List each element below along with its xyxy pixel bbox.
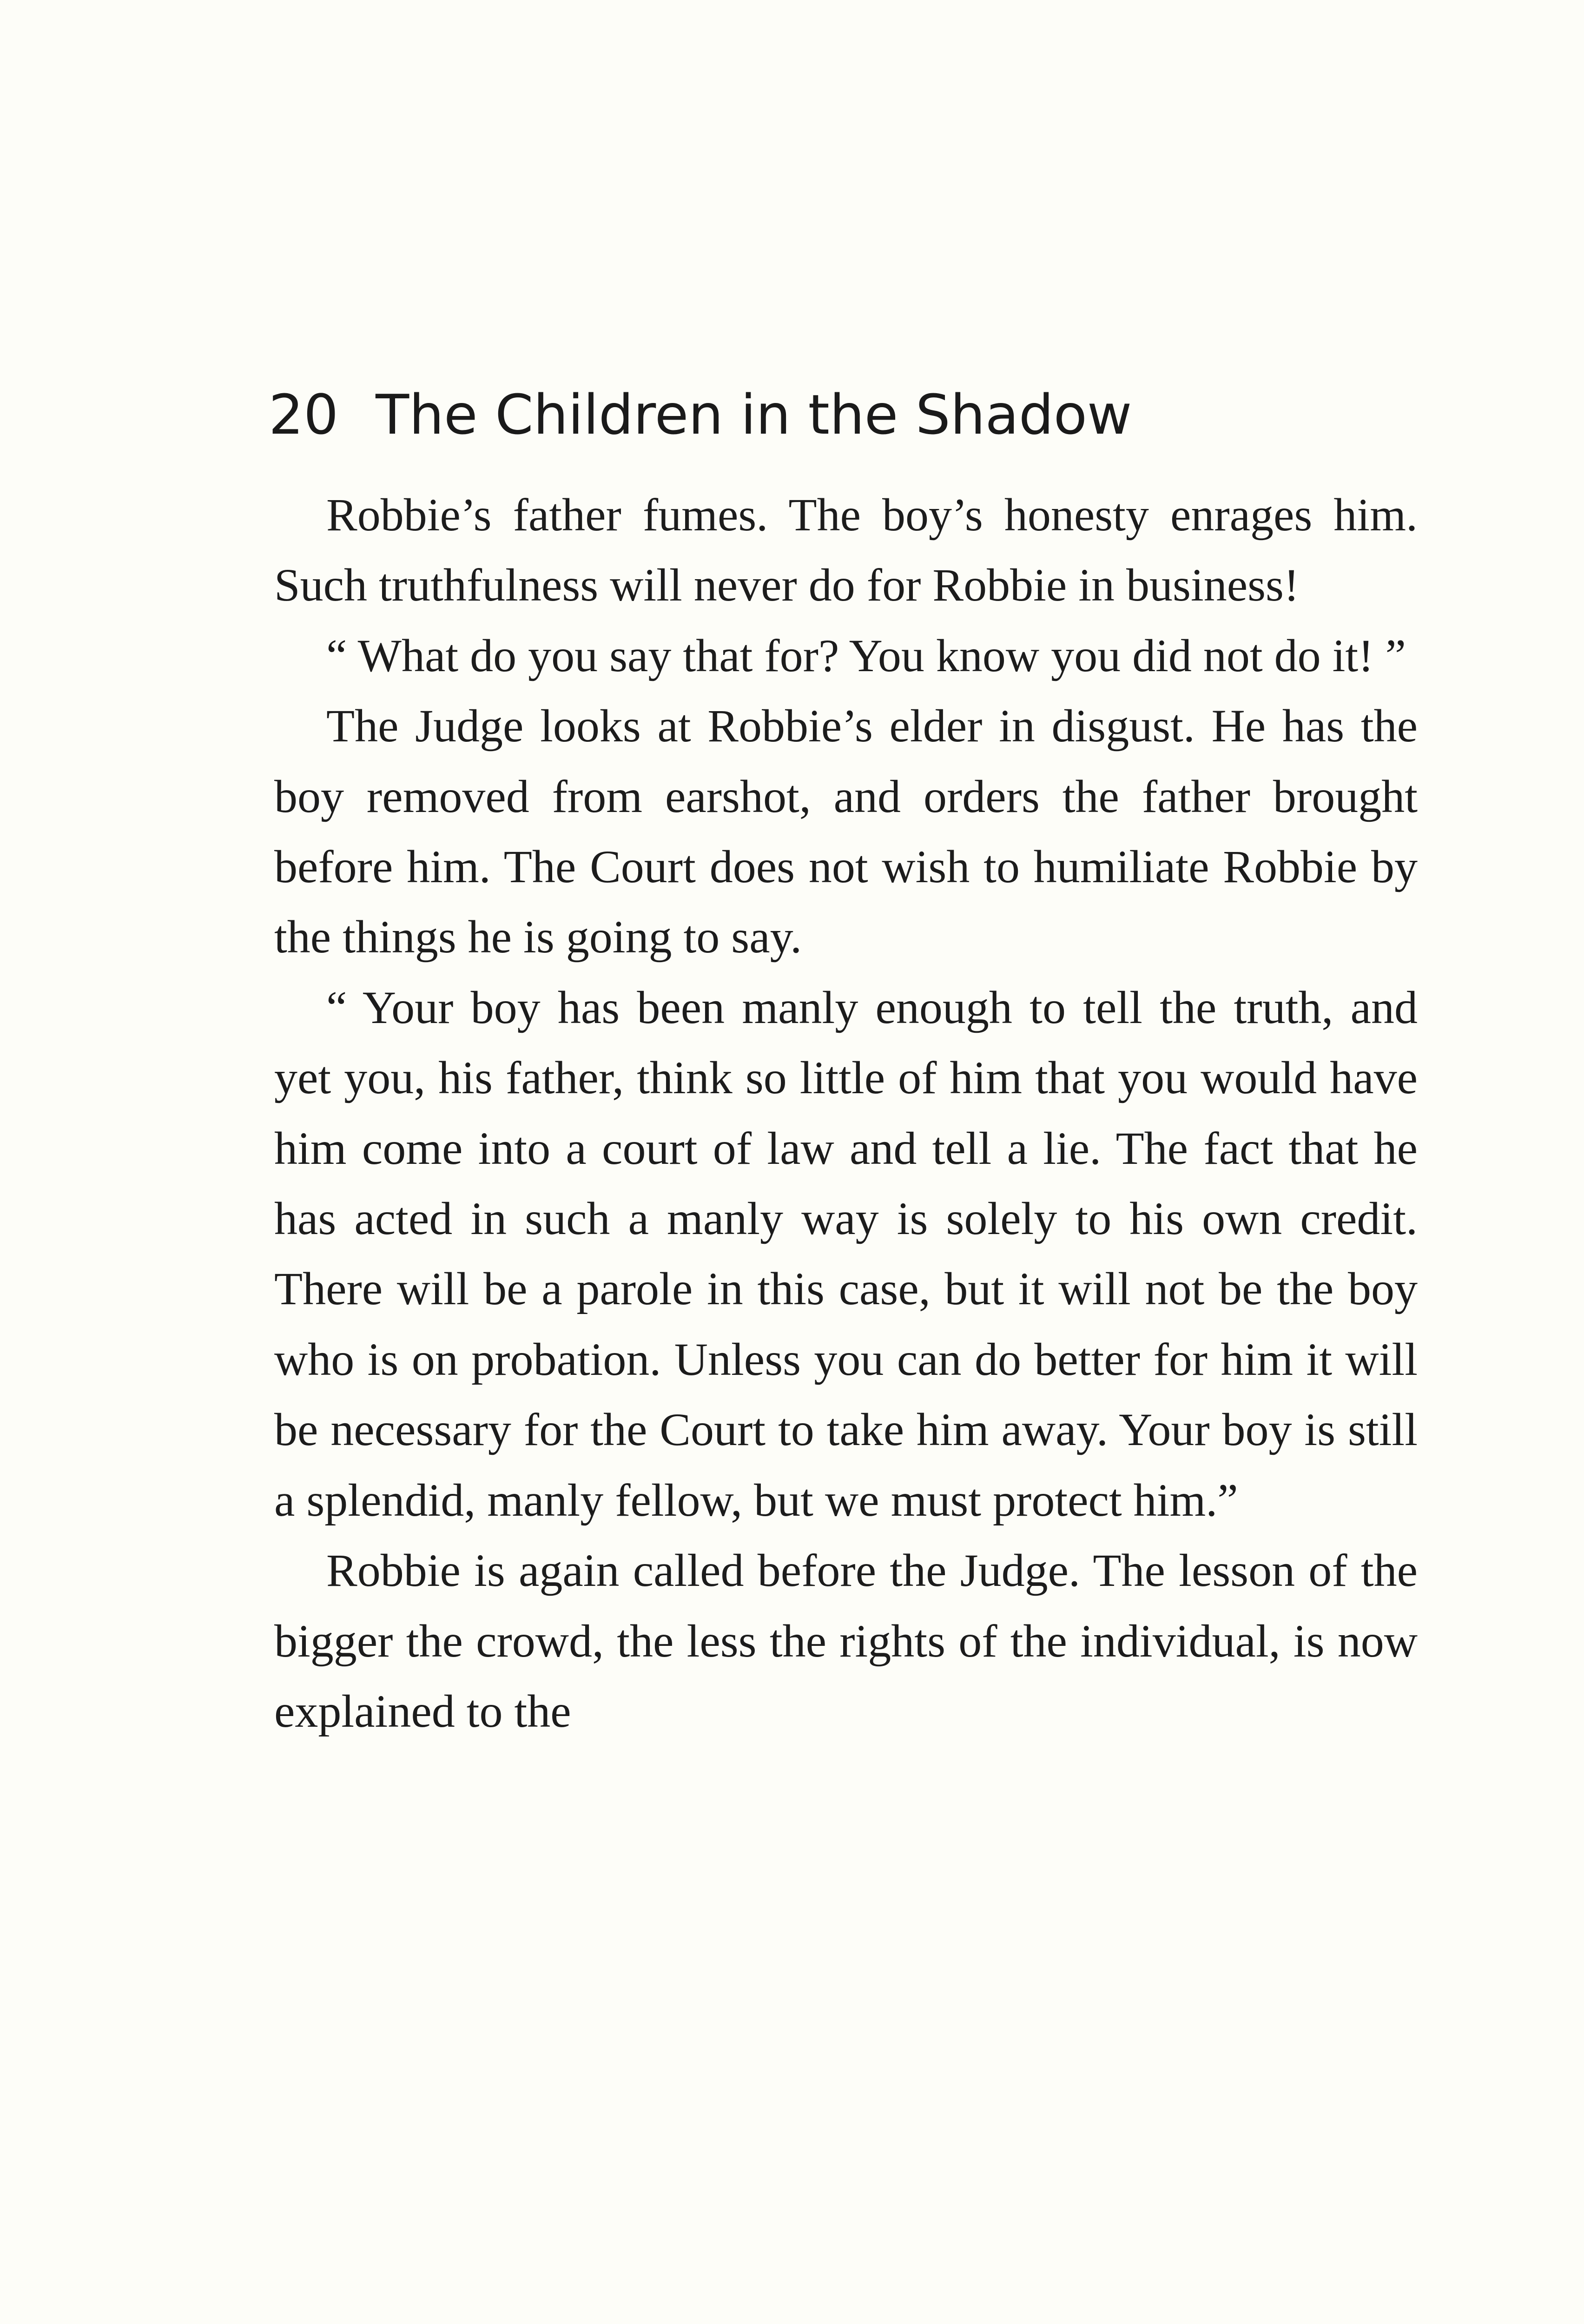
paragraph: The Judge looks at Robbie’s elder in disgust. He has the boy removed from earshot, and orders the father brought before him. The Court does not wish to humiliate Robbie by the things he is going to say. bbox=[274, 700, 1418, 963]
paragraph: “ Your boy has been manly enough to tell the truth, and yet you, his father, think so little of him that you would have him come into a court of law and tell a lie. The fact that he has acted in such a manly way is solely to his own credit. There will be a parole in this case, but it will not be the boy who is on probation. Unless you can do better for him it will be necessary for the Court to take him away. Your boy is still a splendid, manly fellow, but we must protect him.” bbox=[274, 981, 1418, 1526]
paragraph: Robbie’s father fumes. The boy’s honesty enrages him. Such truthfulness will never do for Robbie in business! bbox=[274, 489, 1418, 611]
paragraph: Robbie is again called before the Judge. The lesson of the bigger the crowd, the less the rights of the individual, is now explained to the bbox=[274, 1545, 1418, 1737]
running-head bbox=[269, 377, 1440, 452]
book-title: The Children in the Shadow bbox=[376, 383, 1132, 447]
paragraph: “ What do you say that for? You know you did not do it! ” bbox=[326, 629, 1406, 681]
page-number: 20 bbox=[269, 383, 339, 447]
body-text bbox=[274, 480, 1418, 1746]
